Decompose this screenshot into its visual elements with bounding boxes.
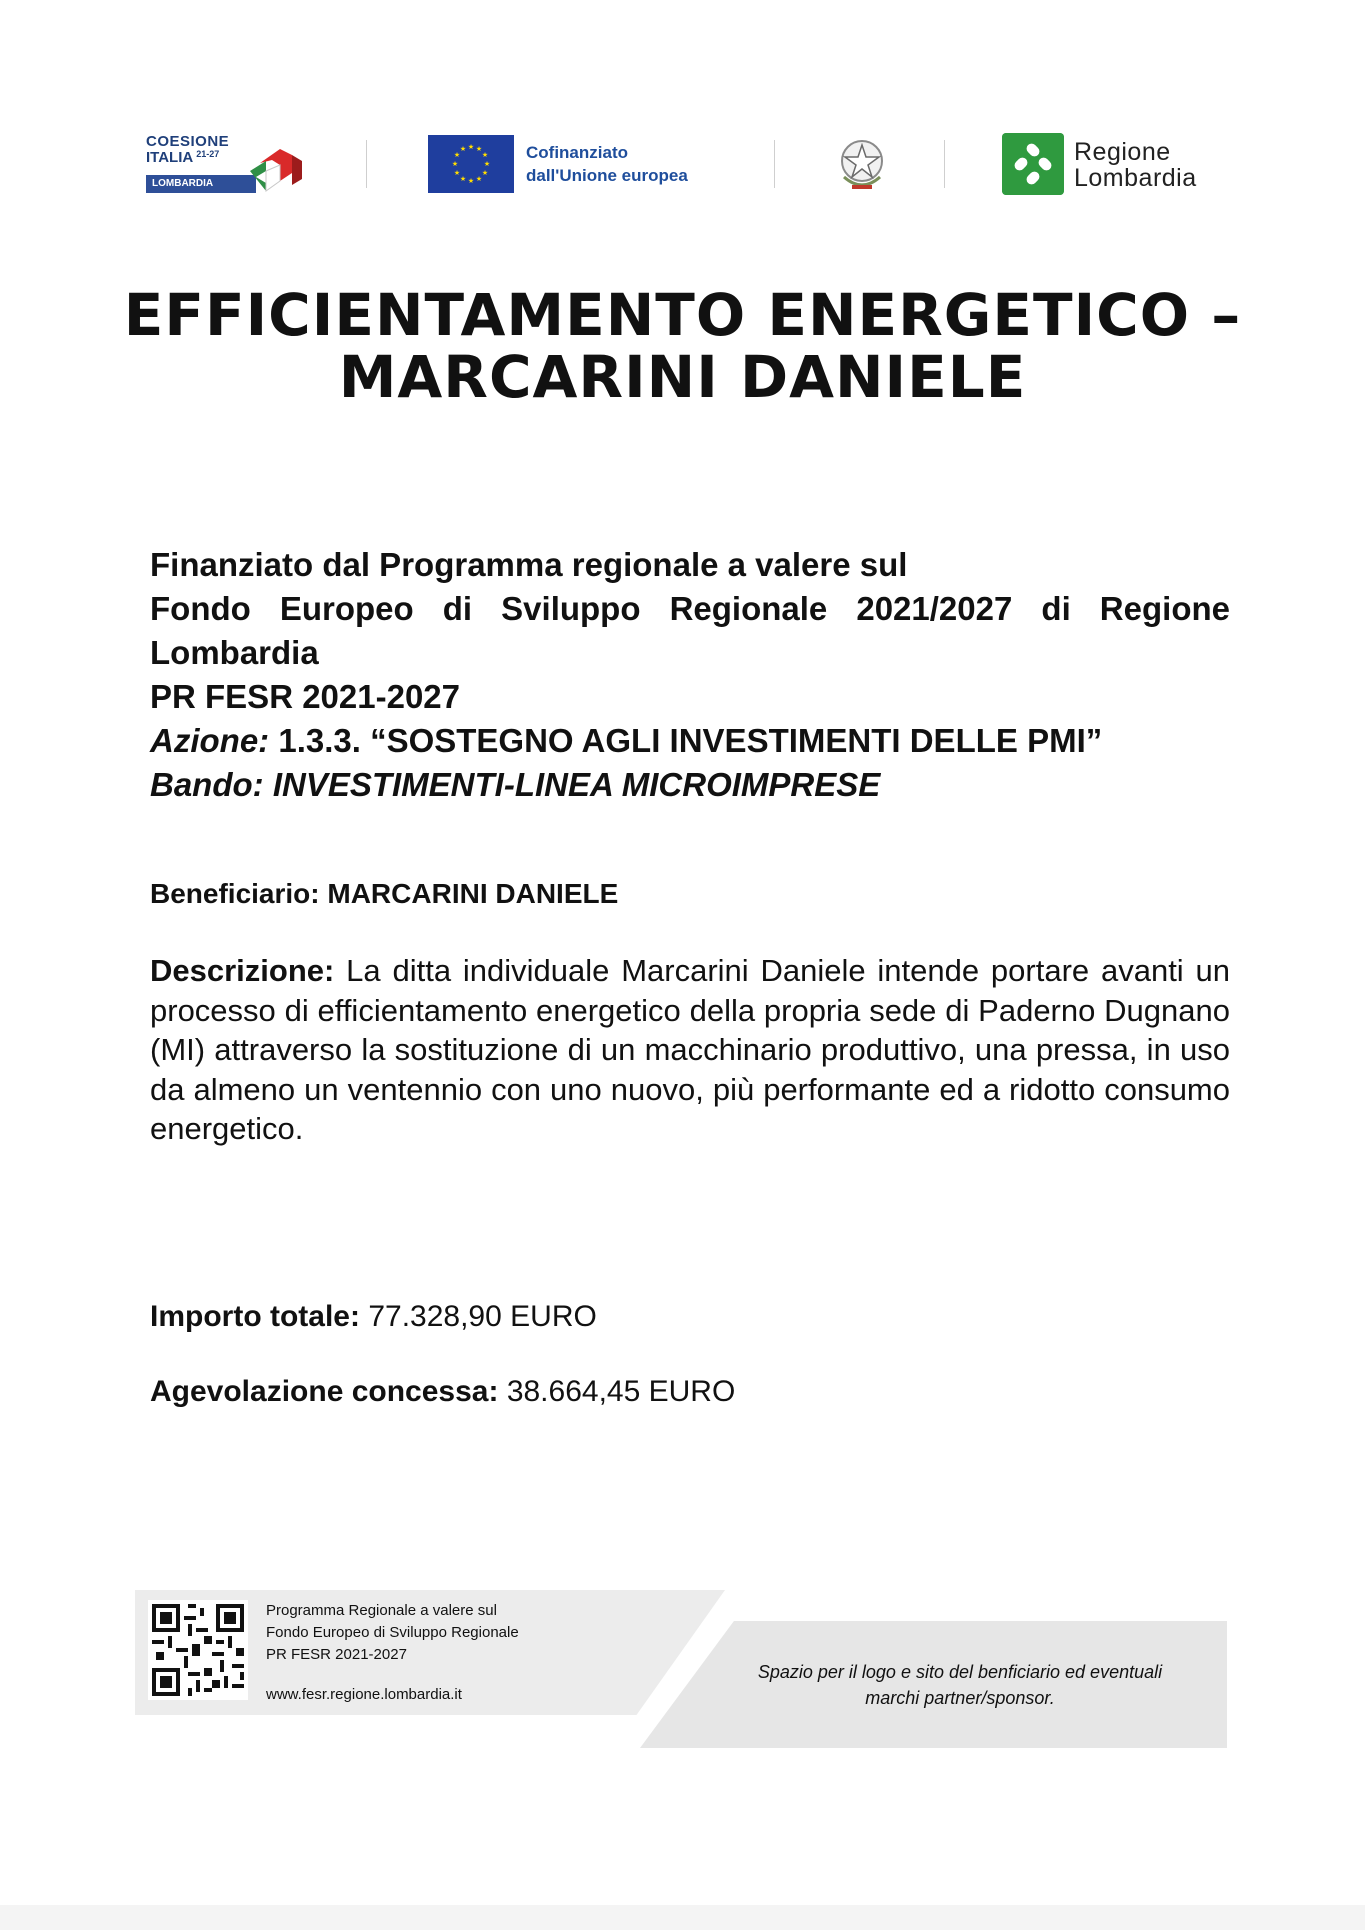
svg-text:★: ★: [475, 175, 483, 183]
sponsor-placeholder-text: Spazio per il logo e sito del benficiario ed eventuali marchi partner/sponsor.: [757, 1662, 1163, 1708]
svg-text:★: ★: [453, 169, 461, 177]
svg-text:★: ★: [475, 145, 483, 153]
svg-text:★: ★: [481, 151, 489, 159]
granted-aid-line: Agevolazione concessa: 38.664,45 EURO: [150, 1375, 736, 1408]
beneficiario-line: Beneficiario: MARCARINI DANIELE: [150, 878, 619, 909]
logo-divider: [944, 140, 945, 188]
svg-text:★: ★: [459, 175, 467, 183]
total-amount-line: Importo totale: 77.328,90 EURO: [150, 1300, 597, 1333]
azione-line: Azione: 1.3.3. “SOSTEGNO AGLI INVESTIMENTI DELLE PMI”: [150, 722, 1103, 759]
description-label: Descrizione:: [150, 953, 335, 988]
svg-text:★: ★: [481, 169, 489, 177]
eu-cofinanced-logo: [428, 135, 718, 193]
svg-text:★: ★: [451, 160, 459, 168]
funding-line: Finanziato dal Programma regionale a valere sul: [150, 546, 908, 583]
funding-section: [150, 543, 1230, 807]
regione-lombardia-text: Regione Lombardia: [1074, 138, 1197, 192]
bottom-strip: [0, 1905, 1365, 1930]
coesione-line2: ITALIA $^{21-27}$: [146, 149, 220, 166]
svg-text:★: ★: [483, 160, 491, 168]
funding-line: Fondo Europeo di Sviluppo Regionale 2021/2027 di Regione: [150, 590, 1230, 627]
logo-divider: [366, 140, 367, 188]
logo-divider: [774, 140, 775, 188]
svg-text:★: ★: [453, 151, 461, 159]
page-title: EFFICIENTAMENTO ENERGETICO – MARCARINI DANIELE: [123, 281, 1242, 411]
qr-code-icon: [148, 1600, 248, 1700]
regione-lombardia-logo: [1002, 133, 1232, 195]
footer-programme-text: Programma Regionale a valere sul Fondo Europeo di Sviluppo Regionale PR FESR 2021-2027: [266, 1602, 519, 1663]
regione-lombardia-mark-icon: [1002, 133, 1064, 195]
funding-line: Lombardia: [150, 634, 319, 671]
coesione-line1: COESIONE: [146, 133, 230, 150]
italian-republic-emblem-icon: [835, 135, 889, 193]
eu-flag-icon: [428, 135, 514, 193]
eu-text: Cofinanziato dall'Unione europea: [526, 143, 688, 185]
footer-website-link[interactable]: www.fesr.regione.lombardia.it: [266, 1686, 462, 1703]
svg-text:★: ★: [467, 143, 475, 151]
svg-text:★: ★: [467, 177, 475, 185]
description-text: La ditta individuale Marcarini Daniele intende portare avanti un processo di efficientamento energetico della propria sede di Paderno Dugnano (MI) attraverso la sostituzione di un macchinario produttivo, una pressa, in uso da almeno un ventennio con uno nuovo, più performante ed a ridotto consumo energetico.: [150, 953, 1230, 1146]
coesione-region: LOMBARDIA: [146, 175, 256, 193]
bando-line: Bando: INVESTIMENTI-LINEA MICROIMPRESE: [150, 766, 881, 803]
programme-code: PR FESR 2021-2027: [150, 678, 461, 715]
svg-text:★: ★: [459, 145, 467, 153]
coesione-italia-logo: [146, 133, 306, 195]
description-paragraph: [150, 951, 1230, 1149]
coesione-mark-icon: [246, 133, 306, 193]
